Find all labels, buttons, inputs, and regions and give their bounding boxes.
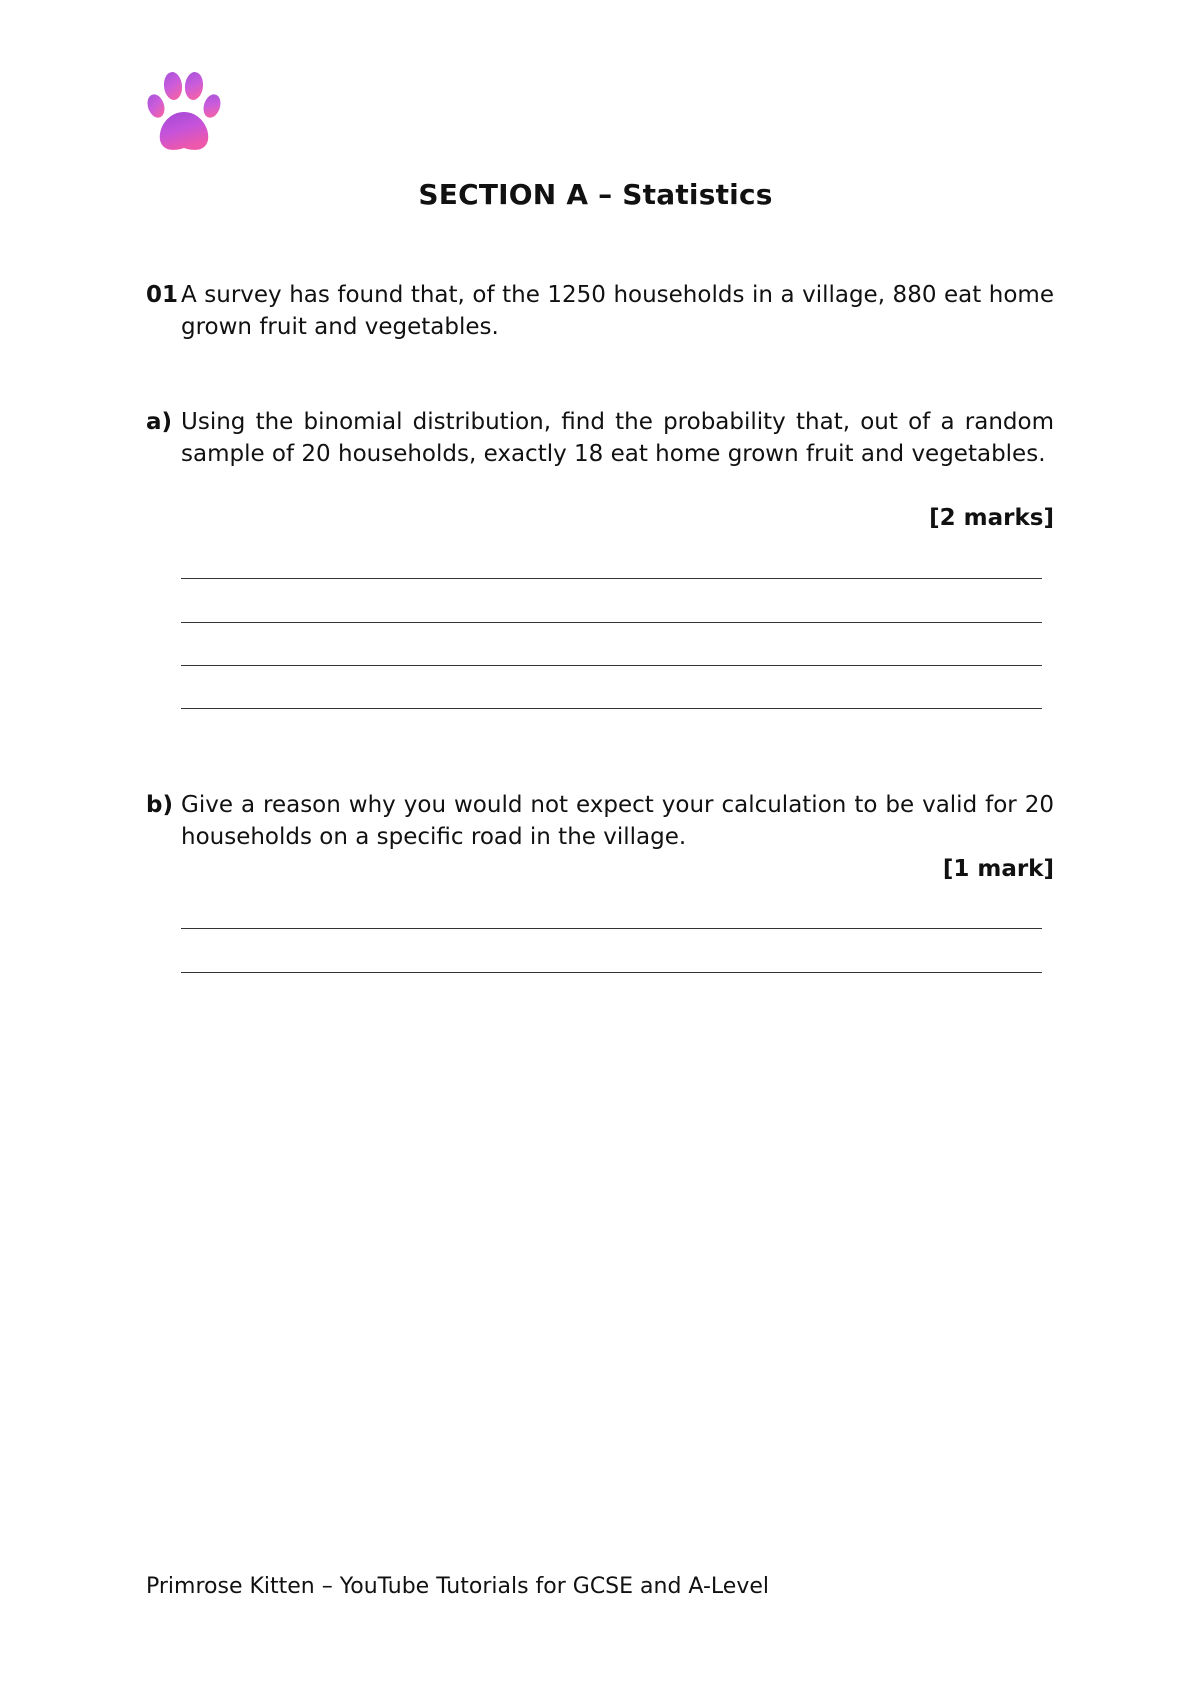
answer-line[interactable] bbox=[181, 665, 1042, 666]
paw-print-logo-icon bbox=[146, 70, 222, 154]
part-a-label: a) bbox=[146, 409, 173, 435]
part-a-marks: [2 marks] bbox=[929, 505, 1054, 531]
part-b-text: Give a reason why you would not expect your calculation to be valid for 20 households on a specific road in the village. bbox=[181, 792, 1054, 850]
answer-line[interactable] bbox=[181, 708, 1042, 709]
section-title: SECTION A – Statistics bbox=[418, 178, 773, 211]
part-b-marks: [1 mark] bbox=[942, 856, 1054, 882]
part-b-label: b) bbox=[146, 792, 173, 818]
answer-line[interactable] bbox=[181, 578, 1042, 579]
part-a-text: Using the binomial distribution, find the probability that, out of a random sample of 20 households, exactly 18 eat home grown fruit and vegetables. bbox=[181, 409, 1054, 467]
question-intro: A survey has found that, of the 1250 households in a village, 880 eat home grown fruit and vegetables. bbox=[181, 282, 1054, 340]
footer-text: Primrose Kitten – YouTube Tutorials for GCSE and A-Level bbox=[146, 1574, 769, 1599]
answer-line[interactable] bbox=[181, 972, 1042, 973]
answer-line[interactable] bbox=[181, 928, 1042, 929]
question-number: 01 bbox=[146, 282, 179, 308]
answer-line[interactable] bbox=[181, 622, 1042, 623]
